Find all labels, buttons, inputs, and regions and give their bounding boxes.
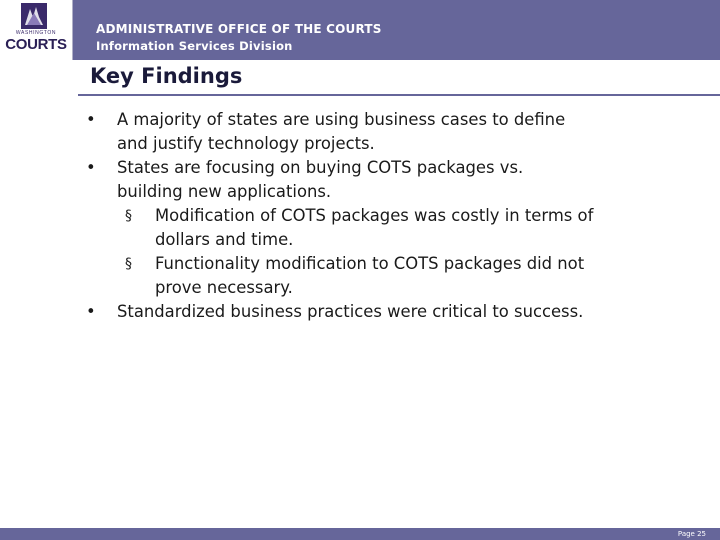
courts-logo-icon (21, 3, 47, 29)
list-item-line: dollars and time. (155, 230, 294, 249)
list-item-line: Modification of COTS packages was costly in terms of (155, 206, 594, 225)
logo-big-text: COURTS (5, 36, 67, 53)
bullet-marker: • (86, 110, 96, 129)
page-title: Key Findings (90, 64, 243, 88)
list-item-line: Standardized business practices were critical to success. (117, 302, 584, 321)
list-item-line: Functionality modification to COTS packages did not (155, 254, 585, 273)
sub-bullet-marker: § (125, 256, 132, 272)
bullet-marker: • (86, 302, 96, 321)
washington-courts-logo (0, 0, 73, 60)
list-item-line: and justify technology projects. (117, 134, 375, 153)
list-item-line: prove necessary. (155, 278, 293, 297)
division-name: Information Services Division (96, 39, 293, 53)
sub-bullet-marker: § (125, 208, 132, 224)
org-name: ADMINISTRATIVE OFFICE OF THE COURTS (96, 22, 382, 36)
list-item-line: building new applications. (117, 182, 332, 201)
logo-small-text: WASHINGTON (15, 30, 57, 36)
title-underline (78, 94, 720, 96)
bullet-marker: • (86, 158, 96, 177)
list-item-line: A majority of states are using business cases to define (117, 110, 566, 129)
page-number: Page 25 (677, 530, 706, 538)
list-item-line: States are focusing on buying COTS packages vs. (117, 158, 524, 177)
footer-band (0, 528, 720, 540)
